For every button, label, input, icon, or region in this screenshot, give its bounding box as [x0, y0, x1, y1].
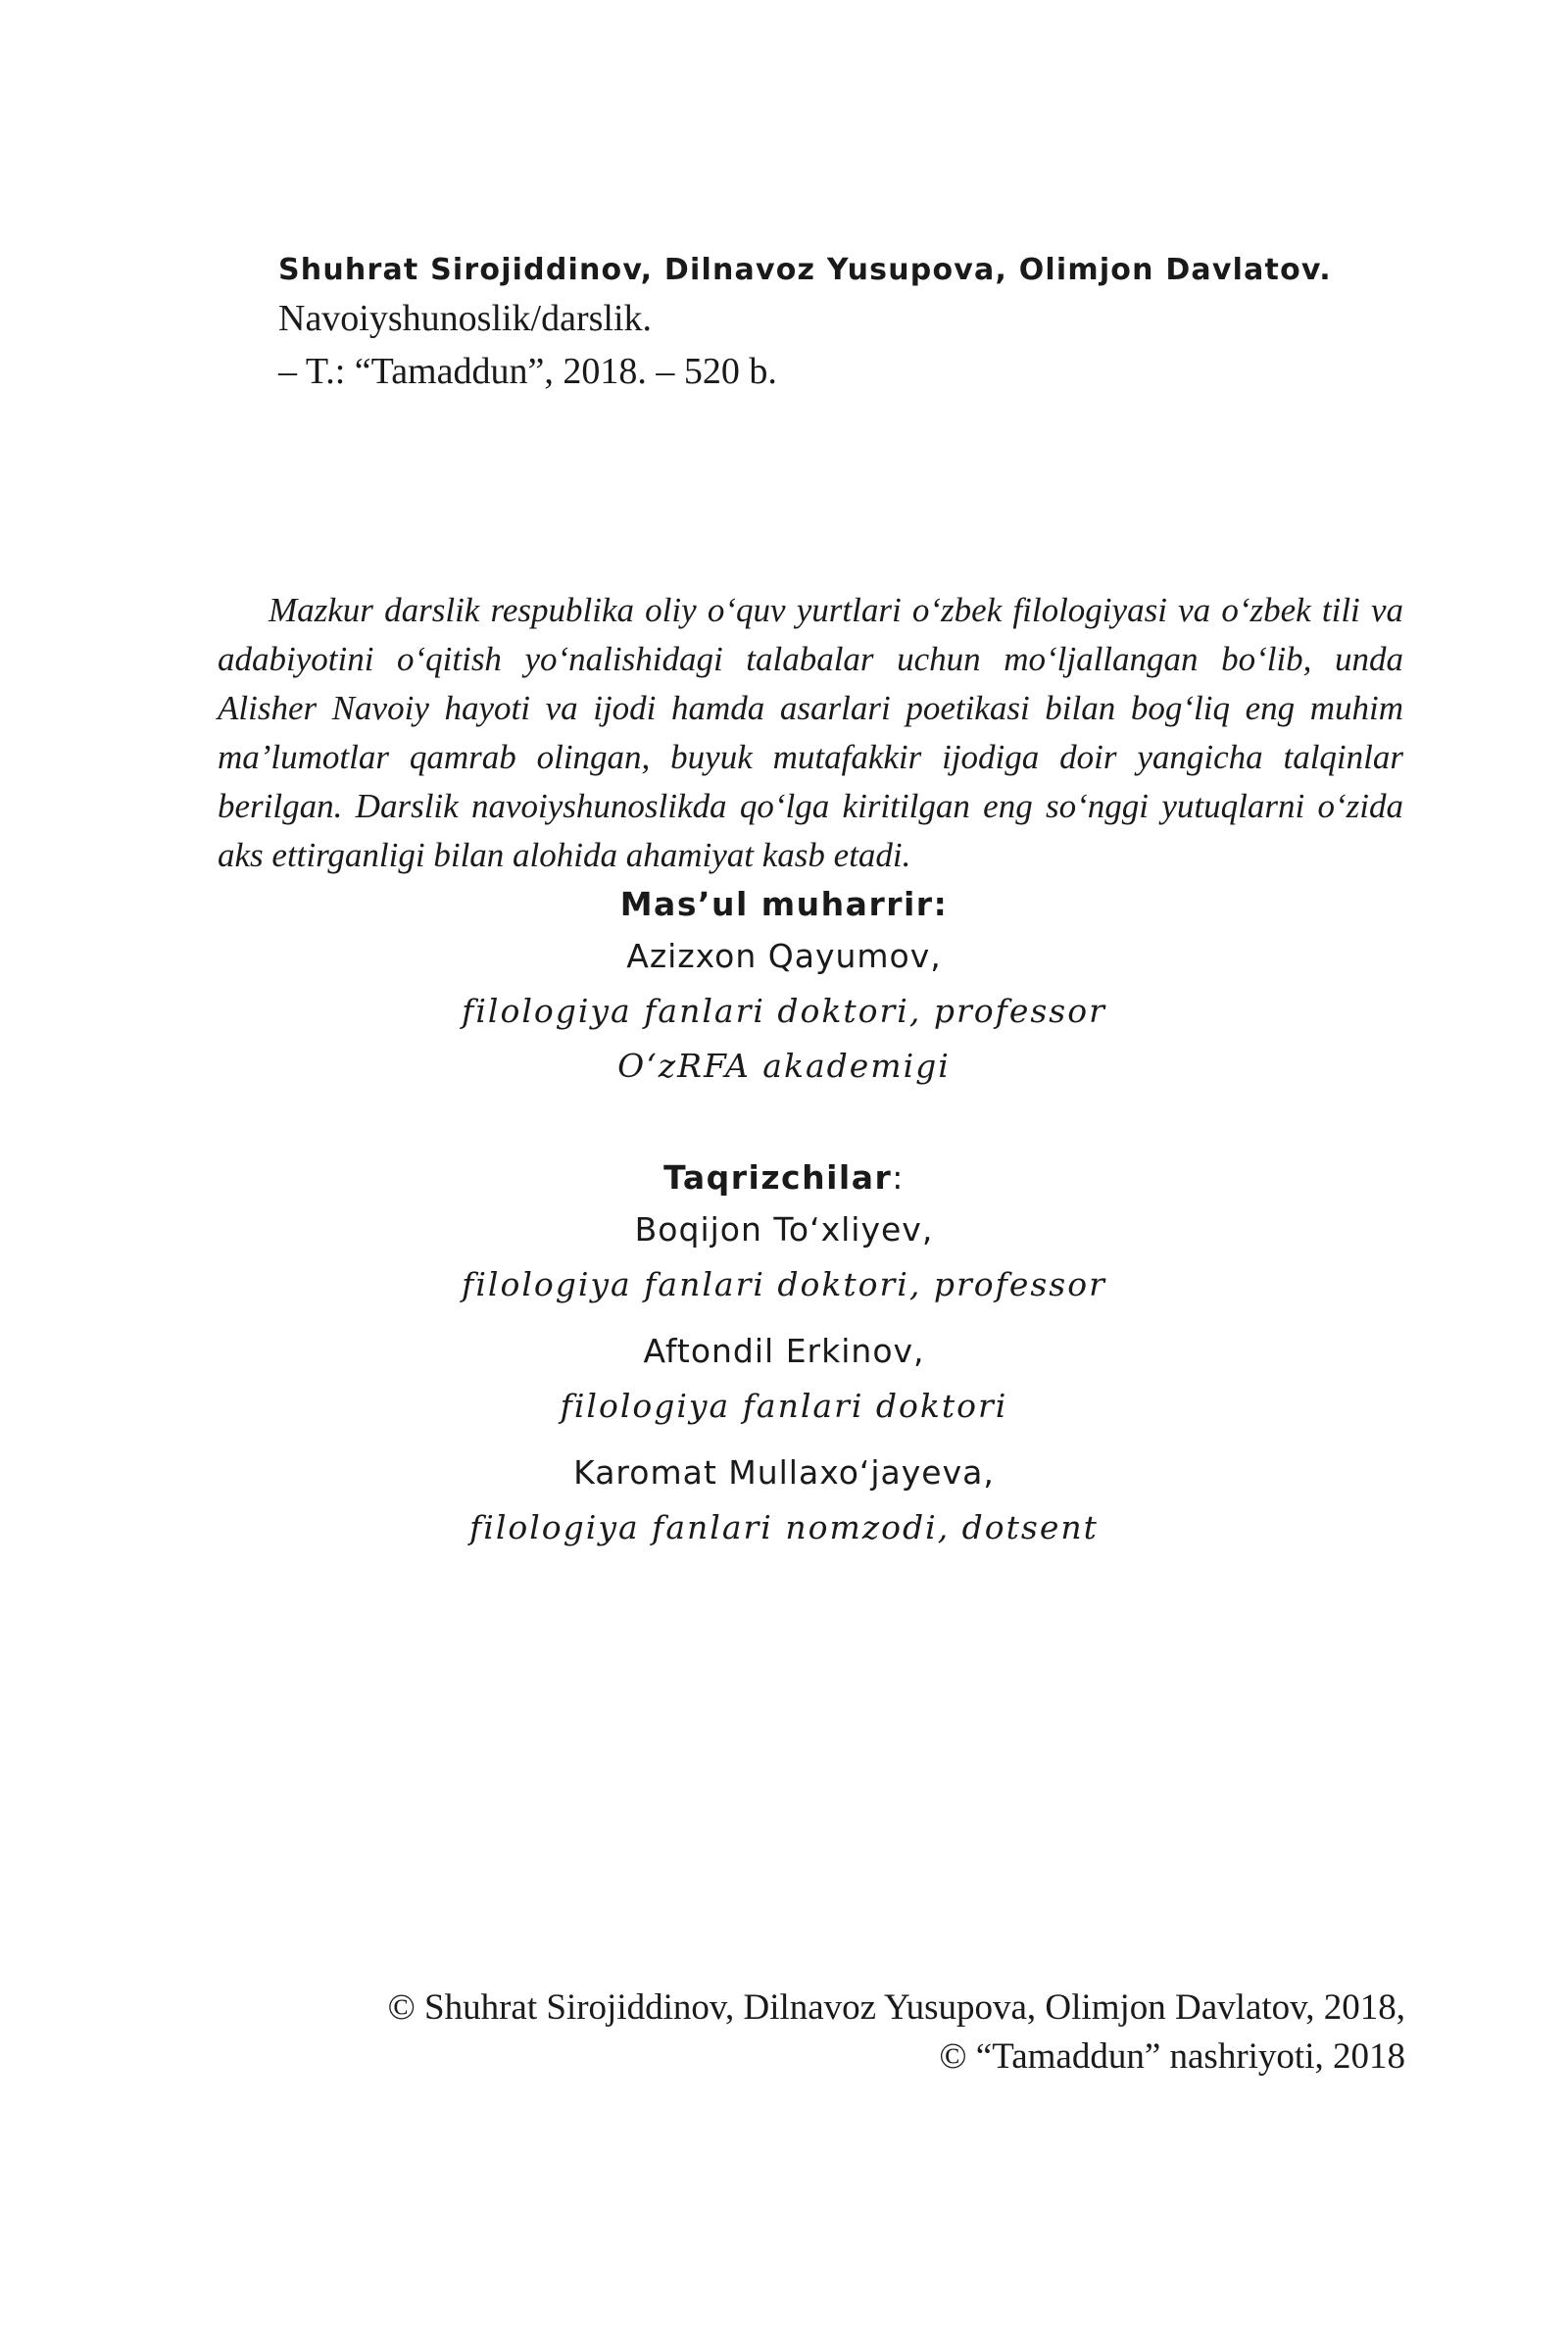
copyright-authors: © Shuhrat Sirojiddinov, Dilnavoz Yusupova, Olimjon Davlatov, 2018, [387, 1987, 1405, 2028]
authors-line: Shuhrat Sirojiddinov, Dilnavoz Yusupova, Olimjon Davlatov. [278, 253, 1332, 287]
reviewers-block [0, 1153, 1568, 1555]
copyright-publisher: © “Tamaddun” nashriyoti, 2018 [939, 2036, 1405, 2077]
reviewer-name: Boqijon To‘xliyev, [634, 1210, 934, 1249]
reviewers-heading [0, 1153, 1568, 1202]
reviewer-degree: filologiya fanlari nomzodi, dotsent [469, 1508, 1099, 1546]
reviewer-item [0, 1446, 1568, 1555]
reviewers-heading-colon: : [892, 1158, 905, 1197]
imprint-line: – T.: “Tamaddun”, 2018. – 520 b. [278, 351, 777, 392]
reviewer-degree: filologiya fanlari doktori [560, 1387, 1008, 1425]
reviewer-degree: filologiya fanlari doktori, professor [462, 1265, 1106, 1303]
book-title-line: Navoiyshunoslik/darslik. [278, 298, 653, 339]
reviewer-name: Aftondil Erkinov, [643, 1332, 925, 1370]
editor-academic-title: O‘zRFA akademigi [617, 1047, 951, 1085]
reviewer-name: Karomat Mullaxo‘jayeva, [573, 1453, 995, 1492]
editor-name: Azizxon Qayumov, [626, 937, 942, 975]
editor-heading: Mas’ul muharrir: [619, 885, 949, 923]
annotation-paragraph: Mazkur darslik respublika oliy o‘quv yurtlari o‘zbek filologiyasi va o‘zbek tili va adabiyotini o‘qitish yo‘nalishidagi talabalar uchun mo‘ljallangan bo‘lib, unda Alisher Navoiy hayoti va ijodi hamda asarlari poetikasi bilan bog‘liq eng muhim ma’lumotlar qamrab olingan, buyuk mutafakkir ijodiga doir yangicha talqinlar berilgan. Darslik navoiyshunoslikda qo‘lga kiritilgan eng so‘nggi yutuqlarni o‘zida aks ettirganligi bilan alohida ahamiyat kasb etadi. [218, 591, 1403, 874]
reviewer-item [0, 1324, 1568, 1434]
responsible-editor-block [0, 880, 1568, 1094]
editor-degree: filologiya fanlari doktori, professor [462, 992, 1106, 1030]
bibliographic-record [278, 249, 1356, 398]
reviewers-heading-text: Taqrizchilar [663, 1158, 893, 1197]
reviewer-item [0, 1202, 1568, 1312]
copyright-notice [131, 1984, 1405, 2082]
